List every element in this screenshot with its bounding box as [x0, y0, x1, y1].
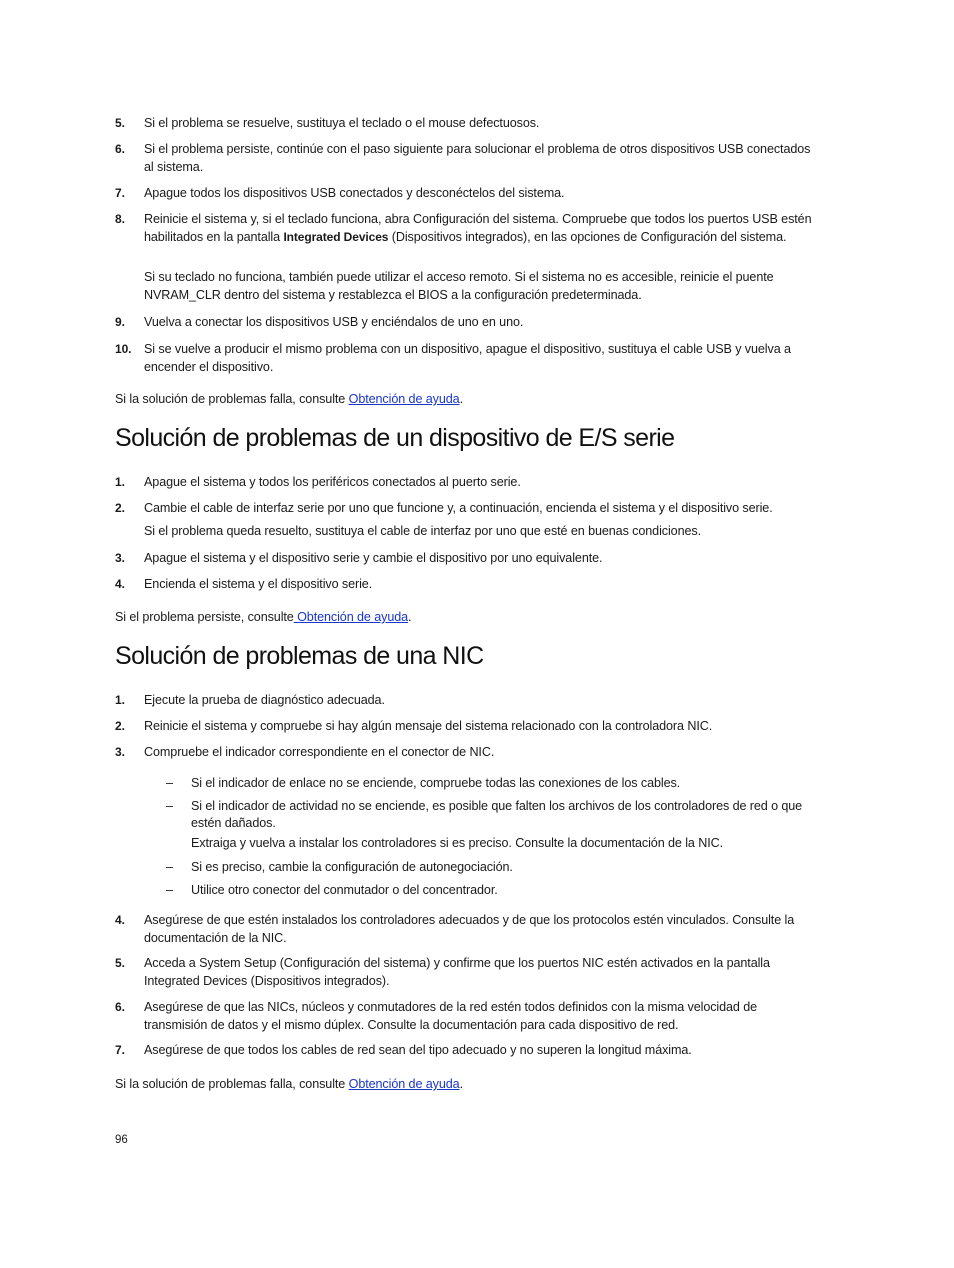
- list-text: Asegúrese de que las NICs, núcleos y conmutadores de la red estén todos definidos con la misma velocidad de transmisión de datos y el mismo dúplex. Consulte la documentación para cada dispositivo de red.: [144, 1000, 758, 1032]
- list-number: 9.: [115, 315, 125, 329]
- section-title-nic: Solución de problemas de una NIC: [115, 642, 484, 670]
- list-text: Compruebe el indicador correspondiente en el conector de NIC.: [144, 745, 495, 759]
- section-title-serial: Solución de problemas de un dispositivo de E/S serie: [115, 424, 675, 452]
- list-item: [115, 185, 815, 203]
- list-item: [115, 474, 815, 492]
- sub-list-note: Extraiga y vuelva a instalar los controladores si es preciso. Consulte la documentación de la NIC.: [191, 836, 724, 850]
- list-item: [115, 500, 815, 518]
- page-number: 96: [115, 1134, 128, 1146]
- list-number: 10.: [115, 342, 132, 356]
- dash-bullet: –: [166, 776, 173, 790]
- help-reference-text: Si la solución de problemas falla, consulte: [115, 1077, 349, 1091]
- list-number: 4.: [115, 913, 125, 927]
- help-reference-suffix: .: [459, 1077, 463, 1091]
- list-item: [115, 550, 815, 568]
- list-item: [115, 744, 815, 762]
- help-reference-suffix: .: [459, 392, 463, 406]
- dash-bullet: –: [166, 883, 173, 897]
- list-text: Apague el sistema y el dispositivo serie y cambie el dispositivo por uno equivalente.: [144, 551, 603, 565]
- integrated-devices-term: Integrated Devices: [283, 229, 389, 244]
- help-link[interactable]: Obtención de ayuda: [293, 610, 409, 624]
- list-number: 5.: [115, 116, 125, 130]
- list-item: [115, 115, 815, 133]
- help-reference-text: Si la solución de problemas falla, consulte: [115, 392, 349, 406]
- sub-list-item: [166, 798, 816, 832]
- list-item: [115, 576, 815, 594]
- help-reference: [115, 390, 815, 408]
- list-text: Acceda a System Setup (Configuración del sistema) y confirme que los puertos NIC estén activados en la pantalla Integrated Devices (Dispositivos integrados).: [144, 956, 770, 988]
- list-number: 3.: [115, 551, 125, 565]
- list-text: Apague el sistema y todos los periféricos conectados al puerto serie.: [144, 475, 521, 489]
- list-item: [115, 141, 815, 176]
- list-text: Cambie el cable de interfaz serie por uno que funcione y, a continuación, encienda el sistema y el dispositivo serie.: [144, 501, 773, 515]
- list-number: 3.: [115, 745, 125, 759]
- list-text: Ejecute la prueba de diagnóstico adecuada.: [144, 693, 385, 707]
- list-text: Si el problema persiste, continúe con el paso siguiente para solucionar el problema de otros dispositivos USB conectados al sistema.: [144, 142, 811, 174]
- list-item: [115, 314, 815, 332]
- list-number: 1.: [115, 693, 125, 707]
- list-text-part: (Dispositivos integrados), en las opciones de Configuración del sistema.: [388, 229, 787, 244]
- list-text: Si se vuelve a producir el mismo problema con un dispositivo, apague el dispositivo, sustituya el cable USB y vuelva a encender el dispositivo.: [144, 342, 791, 374]
- list-text: Asegúrese de que todos los cables de red sean del tipo adecuado y no superen la longitud máxima.: [144, 1043, 692, 1057]
- list-number: 7.: [115, 186, 125, 200]
- list-number: 2.: [115, 719, 125, 733]
- dash-bullet: –: [166, 799, 173, 813]
- list-item: [115, 718, 815, 736]
- sub-list-text: Si el indicador de enlace no se enciende, compruebe todas las conexiones de los cables.: [191, 776, 681, 790]
- list-number: 1.: [115, 475, 125, 489]
- list-text: [144, 211, 815, 246]
- list-text: Si el problema se resuelve, sustituya el teclado o el mouse defectuosos.: [144, 116, 540, 130]
- list-item: [115, 341, 815, 376]
- sub-list-text: Si es preciso, cambie la configuración de autonegociación.: [191, 860, 513, 874]
- list-number: 5.: [115, 956, 125, 970]
- list-number: 7.: [115, 1043, 125, 1057]
- sub-list-text: Si el indicador de actividad no se enciende, es posible que falten los archivos de los controladores de red o que estén dañados.: [191, 799, 803, 830]
- dash-bullet: –: [166, 860, 173, 874]
- list-number: 4.: [115, 577, 125, 591]
- list-text: Encienda el sistema y el dispositivo serie.: [144, 577, 373, 591]
- help-reference-suffix: .: [408, 610, 412, 624]
- sub-list-item: [166, 859, 816, 876]
- list-text: Reinicie el sistema y compruebe si hay algún mensaje del sistema relacionado con la controladora NIC.: [144, 719, 713, 733]
- list-item: [115, 955, 815, 990]
- list-item: [115, 912, 815, 947]
- list-number: 2.: [115, 501, 125, 515]
- help-reference-text: Si el problema persiste, consulte: [115, 610, 294, 624]
- help-link[interactable]: Obtención de ayuda: [348, 1077, 460, 1091]
- sub-list-item: [166, 882, 816, 899]
- list-item-note: Si su teclado no funciona, también puede utilizar el acceso remoto. Si el sistema no es accesible, reinicie el puente NVRAM_CLR dentro del sistema y restablezca el BIOS a la configuración predeterminada.: [144, 270, 774, 302]
- list-item: [115, 1042, 815, 1060]
- list-text-part: Reinicie el sistema y, si el teclado funciona, abra Configuración del sistema. Compruebe que todos los puertos USB estén habilitados en la pantalla: [144, 212, 812, 244]
- list-item: [115, 211, 815, 246]
- list-number: 6.: [115, 1000, 125, 1014]
- list-item: [115, 692, 815, 710]
- sub-list-item: [166, 775, 816, 792]
- list-item-note: Si el problema queda resuelto, sustituya el cable de interfaz por uno que esté en buenas condiciones.: [144, 524, 701, 538]
- list-text: Vuelva a conectar los dispositivos USB y enciéndalos de uno en uno.: [144, 315, 524, 329]
- sub-list-text: Utilice otro conector del conmutador o del concentrador.: [191, 883, 498, 897]
- list-text: Apague todos los dispositivos USB conectados y desconéctelos del sistema.: [144, 186, 565, 200]
- help-link[interactable]: Obtención de ayuda: [348, 392, 460, 406]
- help-reference: [115, 608, 815, 626]
- help-reference: [115, 1075, 815, 1093]
- list-text: Asegúrese de que estén instalados los controladores adecuados y de que los protocolos estén vinculados. Consulte la documentación de la NIC.: [144, 913, 795, 945]
- list-number: 8.: [115, 212, 125, 226]
- list-number: 6.: [115, 142, 125, 156]
- list-item: [115, 999, 815, 1034]
